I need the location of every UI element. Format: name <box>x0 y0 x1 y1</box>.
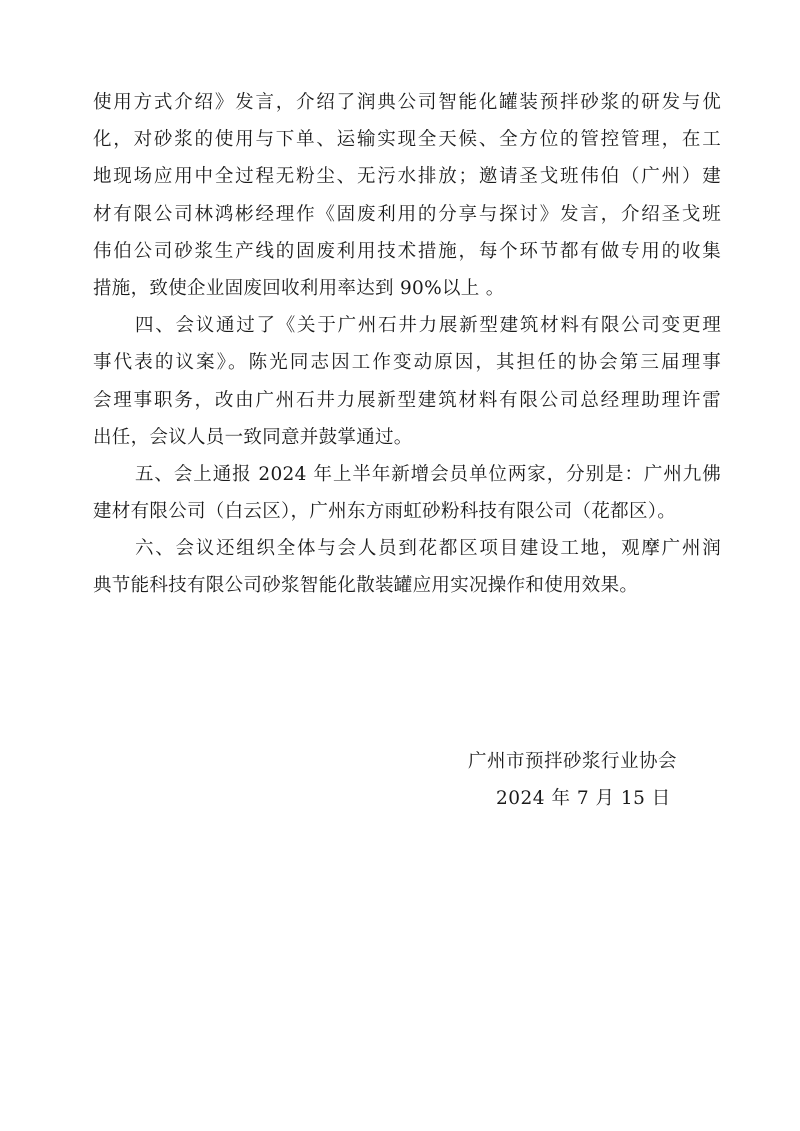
signature-organization: 广州市预拌砂浆行业协会 <box>468 751 678 772</box>
paragraph-line: 事代表的议案》。陈光同志因工作变动原因，其担任的协会第三届理事 <box>93 352 721 374</box>
paragraph-line: 六、会议还组织全体与会人员到花都区项目建设工地，观摩广州润 <box>135 538 721 560</box>
paragraph-line: 伟伯公司砂浆生产线的固废利用技术措施，每个环节都有做专用的收集 <box>93 240 721 262</box>
paragraph-line: 出任，会议人员一致同意并鼓掌通过。 <box>93 426 413 448</box>
paragraph-line: 地现场应用中全过程无粉尘、无污水排放；邀请圣戈班伟伯（广州）建 <box>93 166 721 188</box>
paragraph-line: 四、会议通过了《关于广州石井力展新型建筑材料有限公司变更理 <box>135 315 721 337</box>
signature-date: 2024 年 7 月 15 日 <box>496 788 671 810</box>
paragraph-line: 措施，致使企业固废回收利用率达到 90%以上 。 <box>93 277 505 299</box>
paragraph-line: 会理事职务，改由广州石井力展新型建筑材料有限公司总经理助理许雷 <box>93 389 721 411</box>
paragraph-line: 材有限公司林鸿彬经理作《固废利用的分享与探讨》发言，介绍圣戈班 <box>93 203 721 225</box>
signature-block <box>460 743 710 817</box>
paragraph-line: 五、会上通报 2024 年上半年新增会员单位两家，分别是：广州九佛 <box>135 463 721 485</box>
paragraph-line: 使用方式介绍》发言，介绍了润典公司智能化罐装预拌砂浆的研发与优 <box>93 92 721 113</box>
document-body <box>93 84 721 605</box>
paragraph-line: 典节能科技有限公司砂浆智能化散装罐应用实况操作和使用效果。 <box>93 575 639 597</box>
paragraph-line: 化，对砂浆的使用与下单、运输实现全天候、全方位的管控管理，在工 <box>93 129 721 151</box>
paragraph-line: 建材有限公司（白云区），广州东方雨虹砂粉科技有限公司（花都区）。 <box>93 501 677 523</box>
